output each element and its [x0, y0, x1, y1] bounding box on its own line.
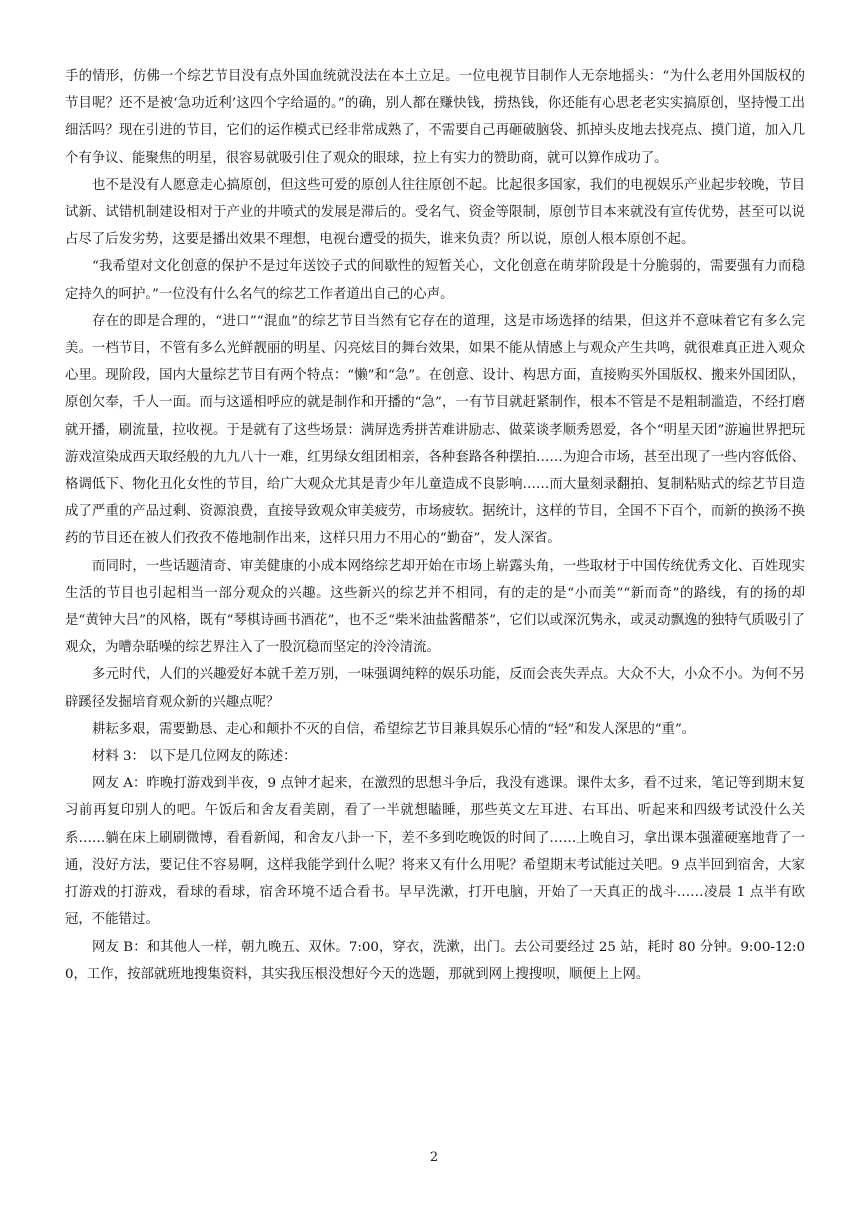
- paragraph: 耕耘多艰，需要勤恳、走心和颠扑不灭的自信，希望综艺节目兼具娱乐心情的“轻”和发人深思的“重”。: [92, 721, 696, 737]
- paragraph: “我希望对文化创意的保护不是过年送饺子式的间歇性的短暂关心，文化创意在萌芽阶段是十分脆弱的，需要强有力而稳定持久的呵护。”一位没有什么名气的综艺工作者道出自己的心声。: [65, 259, 805, 302]
- netizen-statement-a: 网友 A：昨晚打游戏到半夜，9 点钟才起来，在激烈的思想斗争后，我没有逃课。课件太多，看不过来，笔记等到期末复习前再复印别人的吧。午饭后和舍友看美剧，看了一半就想瞌睡，那些英文左耳进、右耳出、听起来和四级考试没什么关系……躺在床上刷刷微博，看看新闻，和舍友八卦一下，差不多到吃晚饭的时间了……上晚自习，拿出课本强灌硬塞地背了一通，没好方法，要记住不容易啊，这样我能学到什么呢？将来又有什么用呢？希望期末考试能过关吧。9 点半回到宿舍，大家打游戏的打游戏，看球的看球，宿舍环境不适合看书。早早洗漱，打开电脑，开始了一天真正的战斗……凌晨 1 点半有欧冠，不能错过。: [65, 776, 805, 928]
- paragraph: 也不是没有人愿意走心搞原创，但这些可爱的原创人往往原创不起。比起很多国家，我们的电视娱乐产业起步较晚，节目试新、试错机制建设相对于产业的井喷式的发展是滞后的。受名气、资金等限制，原创节目本来就没有宣传优势，甚至可以说占尽了后发劣势，这要是播出效果不理想，电视台遭受的损失，谁来负责？所以说，原创人根本原创不起。: [65, 177, 805, 248]
- document-body: [65, 63, 805, 988]
- paragraph: 存在的即是合理的，“进口”“混血”的综艺节目当然有它存在的道理，这是市场选择的结果，但这并不意味着它有多么完美。一档节目，不管有多么光鲜靓丽的明星、闪亮炫目的舞台效果，如果不能从情感上与观众产生共鸣，就很难真正进入观众心里。现阶段，国内大量综艺节目有两个特点：“懒”和“急”。在创意、设计、构思方面，直接购买外国版权、搬来外国团队，原创欠奉，千人一面。而与这遥相呼应的就是制作和开播的“急”，一有节目就赶紧制作，根本不管是不是粗制滥造，不经打磨就开播，刷流量，拉收视。于是就有了这些场景：满屏选秀拼苦难讲励志、做菜谈孝顺秀恩爱，各个“明星天团”游遍世界把玩游戏渲染成西天取经般的九九八十一难，红男绿女组团相亲，各种套路各种摆拍……为迎合市场，甚至出现了一些内容低俗、格调低下、物化丑化女性的节目，给广大观众尤其是青少年儿童造成不良影响……而大量刻录翻拍、复制粘贴式的综艺节目造成了严重的产品过剩、资源浪费，直接导致观众审美疲劳，市场疲软。据统计，这样的节目，全国不下百个，而新的换汤不换药的节目还在被人们孜孜不倦地制作出来，这样只用力不用心的“勤奋”，发人深省。: [65, 313, 805, 547]
- paragraph: 手的情形，仿佛一个综艺节目没有点外国血统就没法在本土立足。一位电视节目制作人无奈地摇头：“为什么老用外国版权的节目呢？还不是被‘急功近利’这四个字给逼的。”的确，别人都在赚快钱，捞热钱，你还能有心思老老实实搞原创，坚持慢工出细活吗？现在引进的节目，它们的运作模式已经非常成熟了，不需要自己再砸破脑袋、抓掉头皮地去找亮点、摸门道，加入几个有争议、能聚焦的明星，很容易就吸引住了观众的眼球，拉上有实力的赞助商，就可以算作成功了。: [65, 69, 805, 166]
- netizen-statement-b: 网友 B：和其他人一样，朝九晚五、双休。7:00，穿衣，洗漱，出门。去公司要经过 25 站，耗时 80 分钟。9:00-12:00，工作，按部就班地搜集资料，其实我压根没想好今天的选题，那就到网上搜搜呗，顺便上上网。: [65, 939, 805, 982]
- material-heading: 材料 3： 以下是几位网友的陈述：: [92, 749, 297, 765]
- page-number: 2: [429, 1150, 439, 1165]
- paragraph: 多元时代，人们的兴趣爱好本就千差万别，一味强调纯粹的娱乐功能，反而会丧失弄点。大众不大，小众不小。为何不另辟蹊径发掘培育观众新的兴趣点呢？: [65, 667, 805, 710]
- paragraph: 而同时，一些话题清奇、审美健康的小成本网络综艺却开始在市场上崭露头角，一些取材于中国传统优秀文化、百姓现实生活的节目也引起相当一部分观众的兴趣。这些新兴的综艺并不相同，有的走的是“小而美”“新而奇”的路线，有的扬的却是“黄钟大吕”的风格，既有“琴棋诗画书酒花”，也不乏“柴米油盐酱醋茶”，它们以或深沉隽永，或灵动飘逸的独特气质吸引了观众，为嘈杂聒噪的综艺界注入了一股沉稳而坚定的泠泠清流。: [65, 558, 805, 656]
